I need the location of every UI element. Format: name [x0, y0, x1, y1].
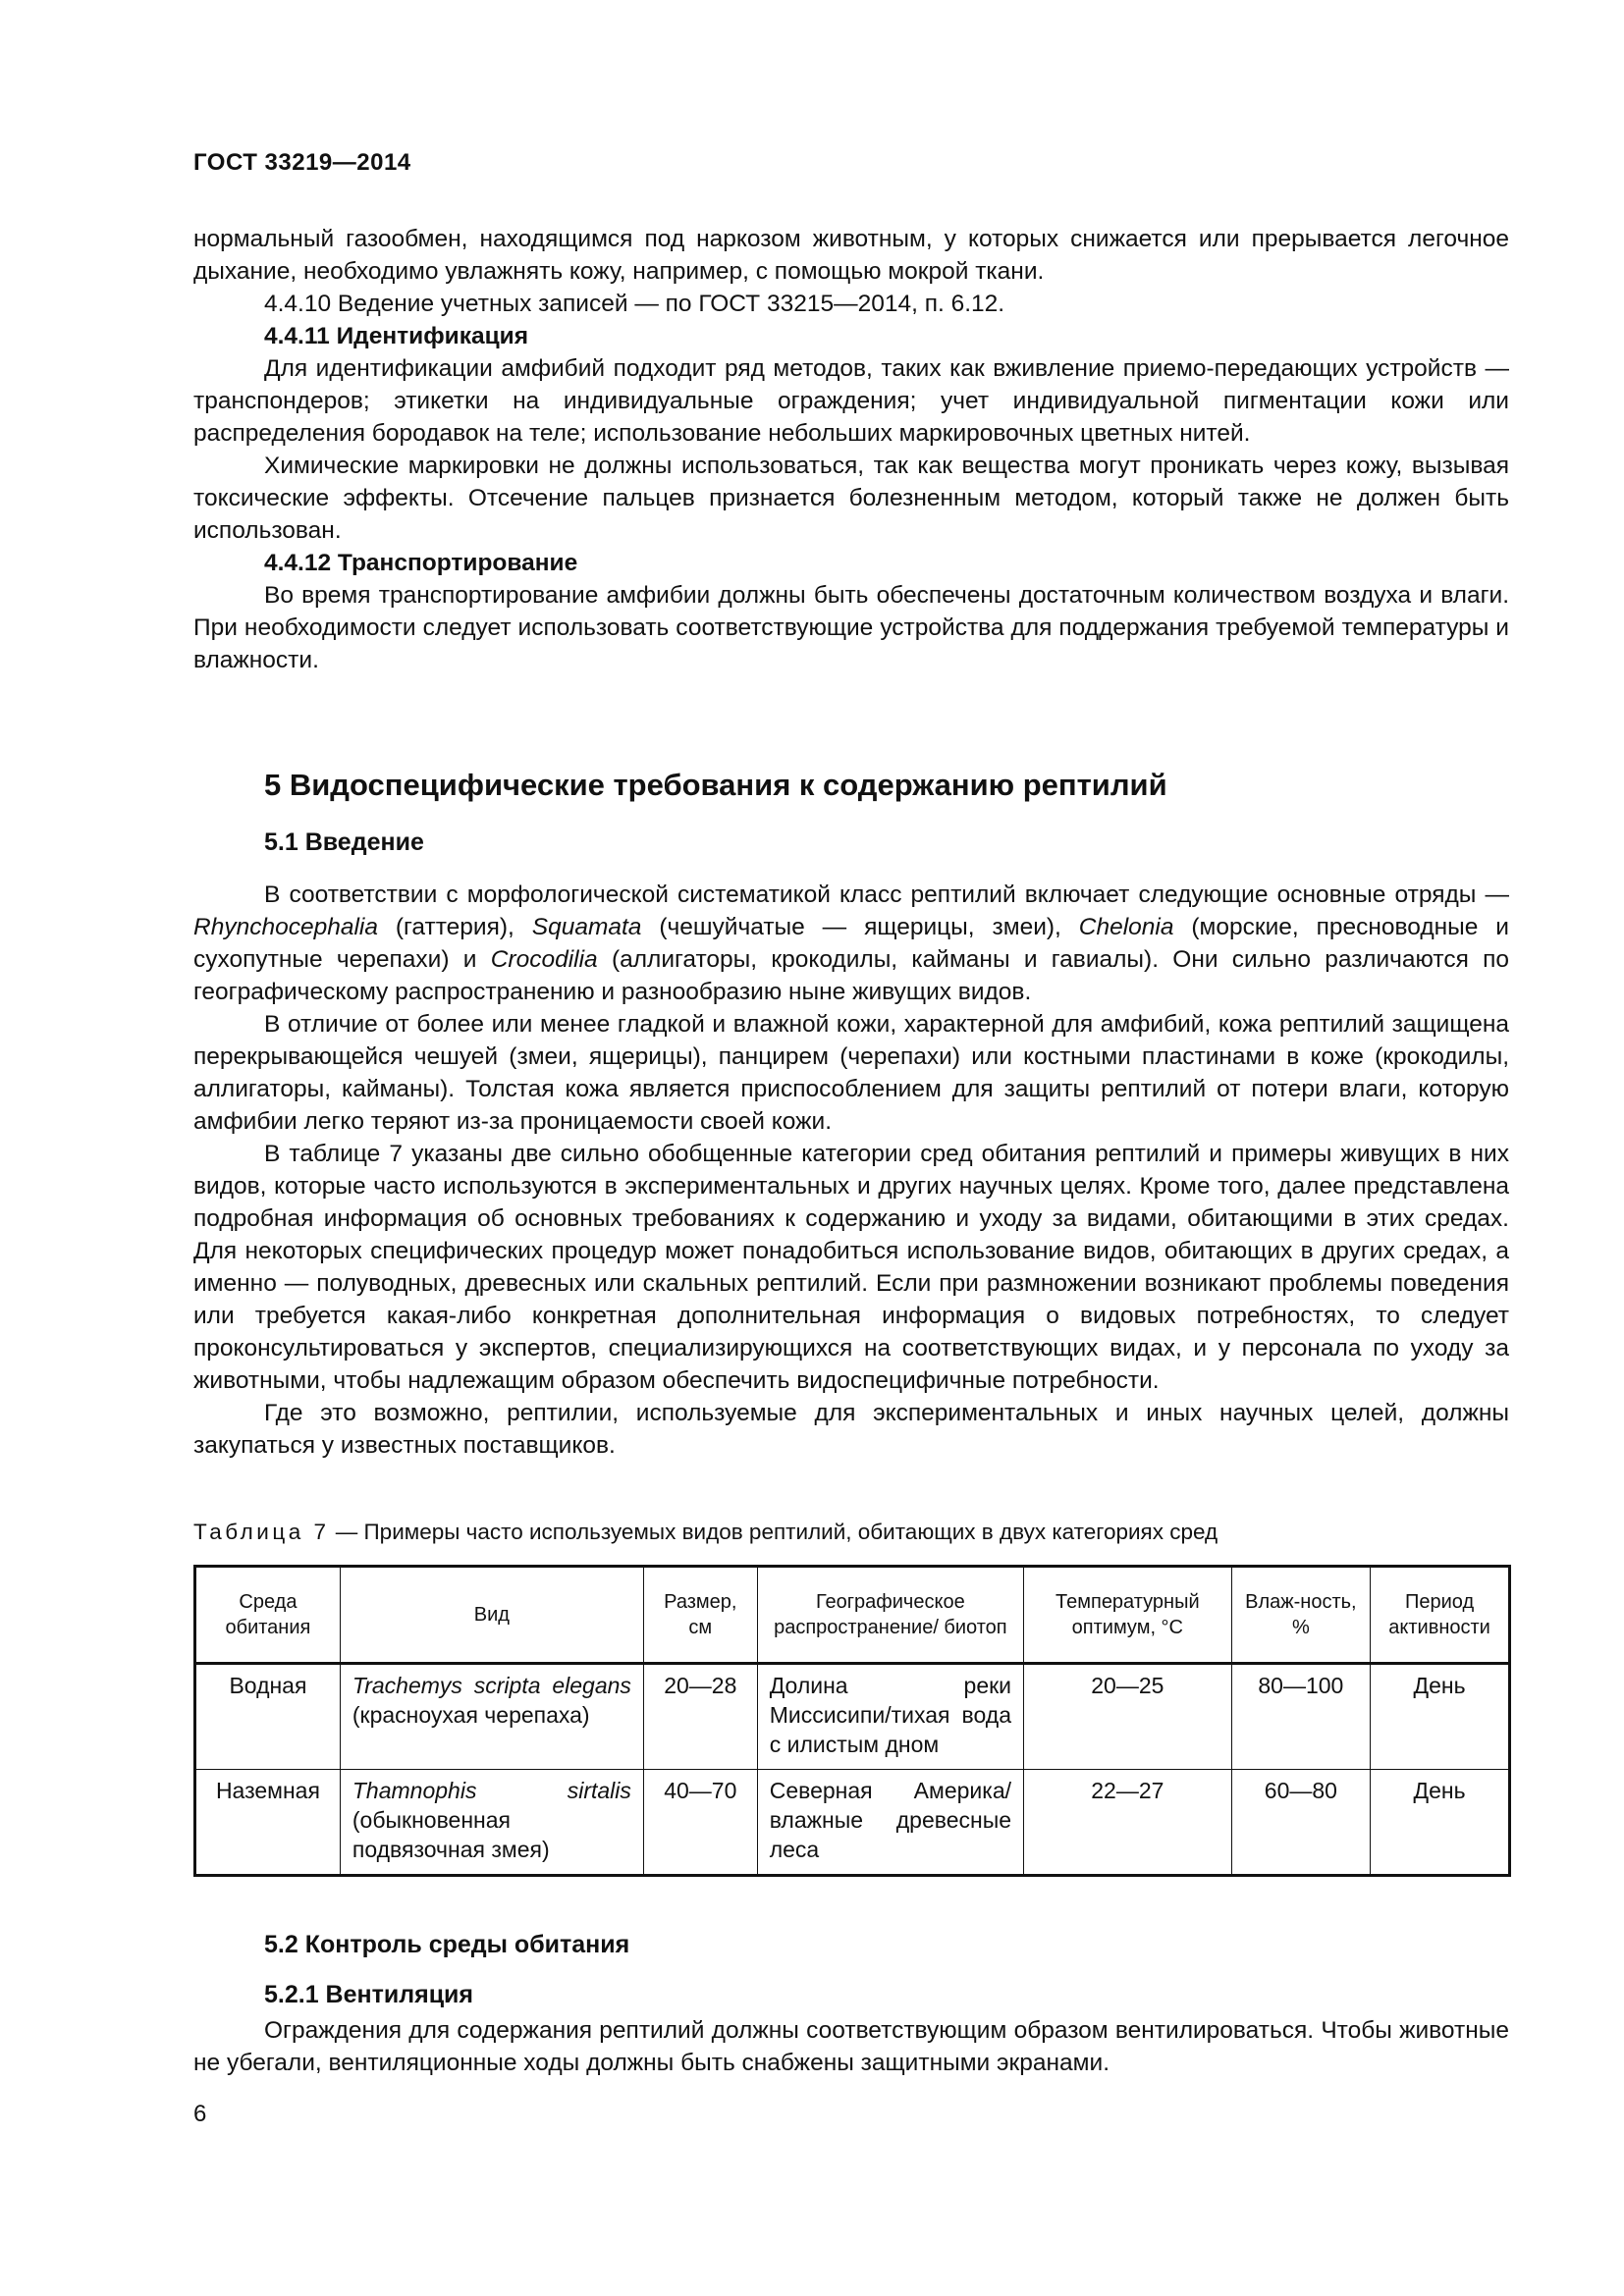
paragraph-table7-reference: В таблице 7 указаны две сильно обобщенные категории сред обитания рептилий и примеры живущих в них видов, которые часто используются в экспериментальных и других научных целях. Кроме того, далее представлена подробная информация об основных требованиях к содержанию и уходу за видами, обитающими в этих средах. Для некоторых специфических процедур может понадобиться использование видов, обитающих в других средах, а именно — полуводных, древесных или скальных рептилий. Если при размножении возникают проблемы поведения или требуется какая-либо конкретная дополнительная информация о видовых потребностях, то следует проконсультироваться у экспертов, специализирующихся на соответствующих видах, и у персонала по уходу за животными, чтобы надлежащим образом обеспечить видоспецифичные потребности.	[193, 1141, 1509, 1394]
header-species: Вид	[340, 1567, 643, 1664]
header-habitat: Среда обитания	[195, 1567, 341, 1664]
paragraph-skin: В отличие от более или менее гладкой и влажной кожи, характерной для амфибий, кожа рептилий защищена перекрывающейся чешуей (змеи, ящерицы), панцирем (черепахи) или костными пластинами в коже (крокодилы, аллигаторы, кайманы). Толстая кожа является приспособлением для защиты рептилий от потери влаги, которую амфибии легко теряют из-за проницаемости своей кожи.	[193, 1011, 1509, 1135]
ventilation-text-block	[193, 2014, 1509, 2079]
subheading-4-4-12: 4.4.12 Транспортирование	[264, 550, 578, 576]
subheading-4-4-11: 4.4.11 Идентификация	[264, 323, 529, 349]
table-row	[195, 1664, 1510, 1770]
cell-temperature: 22—27	[1024, 1770, 1232, 1876]
document-code-header: ГОСТ 33219—2014	[193, 149, 411, 176]
table-7	[193, 1565, 1511, 1877]
paragraph-identification: Для идентификации амфибий подходит ряд методов, таких как вживление приемо-передающих устройств — транспондеров; этикетки на индивидуальные ограждения; учет индивидуальной пигментации кожи или распределения бородавок на теле; использование небольших маркировочных цветных нитей.	[193, 355, 1509, 447]
species-latin-name: Trachemys scripta elegans	[352, 1673, 631, 1698]
paragraph-chemical-marking: Химические маркировки не должны использоваться, так как вещества могут проникать через кожу, вызывая токсические эффекты. Отсечение пальцев признается болезненным методом, который также не должен быть использован.	[193, 453, 1509, 544]
header-geo: Географическое распространение/ биотоп	[757, 1567, 1023, 1664]
species-latin-name: Thamnophis sirtalis	[352, 1778, 631, 1803]
cell-habitat: Водная	[195, 1664, 341, 1770]
page-number: 6	[193, 2101, 207, 2127]
cell-humidity: 60—80	[1231, 1770, 1370, 1876]
table-caption-label: Таблица 7	[193, 1520, 330, 1544]
section-5-heading: 5 Видоспецифические требования к содержанию рептилий	[264, 768, 1167, 802]
taxon-crocodilia: Crocodilia	[490, 946, 598, 973]
cell-species: Trachemys scripta elegans (красноухая черепаха)	[340, 1664, 643, 1770]
cell-humidity: 80—100	[1231, 1664, 1370, 1770]
cell-geo: Северная Америка/ влажные древесные леса	[757, 1770, 1023, 1876]
table-row	[195, 1770, 1510, 1876]
section-5-1-heading: 5.1 Введение	[264, 828, 424, 856]
paragraph-suppliers: Где это возможно, рептилии, используемые для экспериментальных и иных научных целей, должны закупаться у известных поставщиков.	[193, 1400, 1509, 1459]
reptile-intro-block	[193, 879, 1509, 1462]
header-size: Размер, см	[643, 1567, 757, 1664]
header-activity-period: Период активности	[1371, 1567, 1510, 1664]
paragraph-taxonomy: В соответствии с морфологической систематикой класс рептилий включает следующие основные отряды — Rhynchocephalia (гаттерия), Squamata (чешуйчатые — ящерицы, змеи), Chelonia (морские, пресноводные и сухопутные черепахи) и Crocodilia (аллигаторы, крокодилы, кайманы и гавиалы). Они сильно различаются по географическому распространению и разнообразию ныне живущих видов.	[193, 881, 1509, 1005]
table-header-row	[195, 1567, 1510, 1664]
paragraph-transportation: Во время транспортирование амфибии должны быть обеспечены достаточным количеством воздуха и влаги. При необходимости следует использовать соответствующие устройства для поддержания требуемой температуры и влажности.	[193, 582, 1509, 673]
cell-geo: Долина реки Миссисипи/тихая вода с илистым дном	[757, 1664, 1023, 1770]
header-temperature: Температурный оптимум, °С	[1024, 1567, 1232, 1664]
taxon-squamata: Squamata	[531, 914, 642, 940]
amphibian-text-block	[193, 223, 1509, 676]
paragraph-4-4-10: 4.4.10 Ведение учетных записей — по ГОСТ 33215—2014, п. 6.12.	[264, 291, 1005, 317]
cell-species: Thamnophis sirtalis (обыкновенная подвязочная змея)	[340, 1770, 643, 1876]
table-7-caption	[193, 1520, 1218, 1545]
section-5-2-heading: 5.2 Контроль среды обитания	[264, 1931, 630, 1958]
taxon-rhynchocephalia: Rhynchocephalia	[193, 914, 378, 940]
cell-habitat: Наземная	[195, 1770, 341, 1876]
cell-activity-period: День	[1371, 1770, 1510, 1876]
cell-size: 40—70	[643, 1770, 757, 1876]
table-caption-text: — Примеры часто используемых видов рептилий, обитающих в двух категориях сред	[329, 1520, 1218, 1544]
paragraph-ventilation: Ограждения для содержания рептилий должны соответствующим образом вентилироваться. Чтобы животные не убегали, вентиляционные ходы должны быть снабжены защитными экранами.	[193, 2017, 1509, 2076]
paragraph-gas-exchange: нормальный газообмен, находящимся под наркозом животным, у которых снижается или прерывается легочное дыхание, необходимо увлажнять кожу, например, с помощью мокрой ткани.	[193, 226, 1509, 285]
cell-temperature: 20—25	[1024, 1664, 1232, 1770]
cell-size: 20—28	[643, 1664, 757, 1770]
header-humidity: Влаж-ность, %	[1231, 1567, 1370, 1664]
taxon-chelonia: Chelonia	[1078, 914, 1174, 940]
section-5-2-1-heading: 5.2.1 Вентиляция	[264, 1981, 474, 2008]
cell-activity-period: День	[1371, 1664, 1510, 1770]
